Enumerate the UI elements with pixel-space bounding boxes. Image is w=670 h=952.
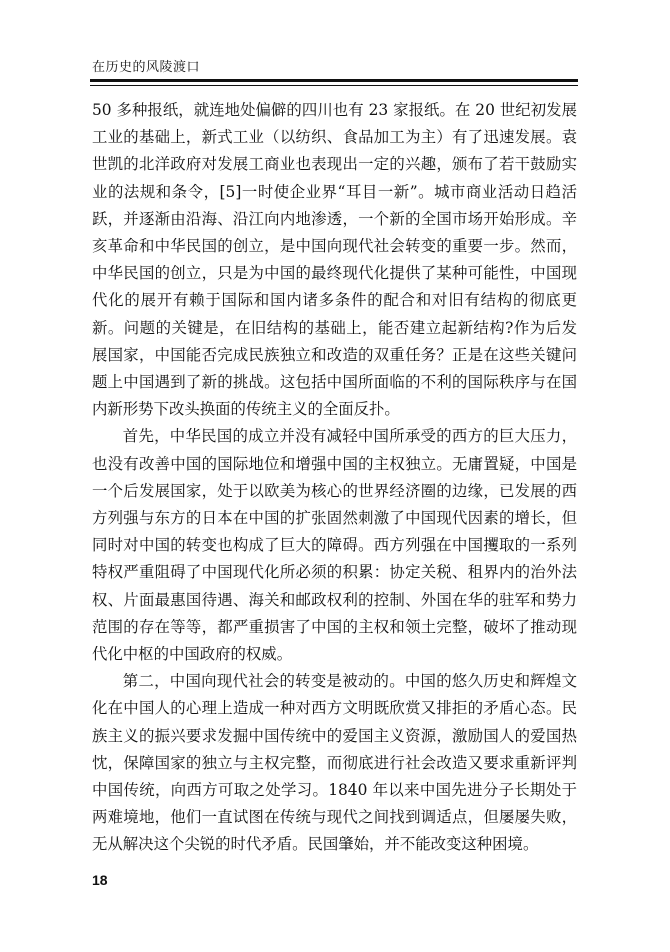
main-text	[92, 97, 577, 859]
header-rule-thin	[90, 85, 578, 86]
paragraph-1: 50 多种报纸，就连地处偏僻的四川也有 23 家报纸。在 20 世纪初发展工业的基础上，新式工业（以纺织、食品加工为主）有了迅速发展。袁世凯的北洋政府对发展工商业也表现出一定的兴趣，颁布了若干鼓励实业的法规和条令，[5]一时使企业界“耳目一新”。城市商业活动日趋活跃，并逐渐由沿海、沿江向内地渗透，一个新的全国市场开始形成。辛亥革命和中华民国的创立，是中国向现代社会转变的重要一步。然而，中华民国的创立，只是为中国的最终现代化提供了某种可能性，中国现代化的展开有赖于国际和国内诸多条件的配合和对旧有结构的彻底更新。问题的关键是，在旧结构的基础上，能否建立起新结构?作为后发展国家，中国能否完成民族独立和改造的双重任务？正是在这些关键问题上中国遇到了新的挑战。这包括中国所面临的不利的国际秩序与在国内新形势下改头换面的传统主义的全面反扑。	[92, 101, 577, 419]
running-header-title: 在历史的风陵渡口	[92, 60, 201, 75]
page-number: 18	[92, 872, 108, 888]
paragraph-3: 第二，中国向现代社会的转变是被动的。中国的悠久历史和辉煌文化在中国人的心理上造成一种对西方文明既欣赏又排拒的矛盾心态。民族主义的振兴要求发掘中国传统中的爱国主义资源，激励国人的爱国热忱，保障国家的独立与主权完整，而彻底进行社会改造又要求重新评判中国传统，向西方可取之处学习。1840 年以来中国先进分子长期处于两难境地，他们一直试图在传统与现代之间找到调适点，但屡屡失败，无从解决这个尖锐的时代矛盾。民国肇始，并不能改变这种困境。	[92, 672, 577, 854]
paragraph-2: 首先，中华民国的成立并没有减轻中国所承受的西方的巨大压力，也没有改善中国的国际地位和增强中国的主权独立。无庸置疑，中国是一个后发展国家，处于以欧美为核心的世界经济圈的边缘，已发展的西方列强与东方的日本在中国的扩张固然刺激了中国现代因素的增长，但同时对中国的转变也构成了巨大的障碍。西方列强在中国攫取的一系列特权严重阻碍了中国现代化所必须的积累：协定关税、租界内的治外法权、片面最惠国待遇、海关和邮政权利的控制、外国在华的驻军和势力范围的存在等等，都严重损害了中国的主权和领土完整，破坏了推动现代化中枢的中国政府的权威。	[92, 427, 577, 664]
header-rule-thick	[90, 79, 578, 82]
